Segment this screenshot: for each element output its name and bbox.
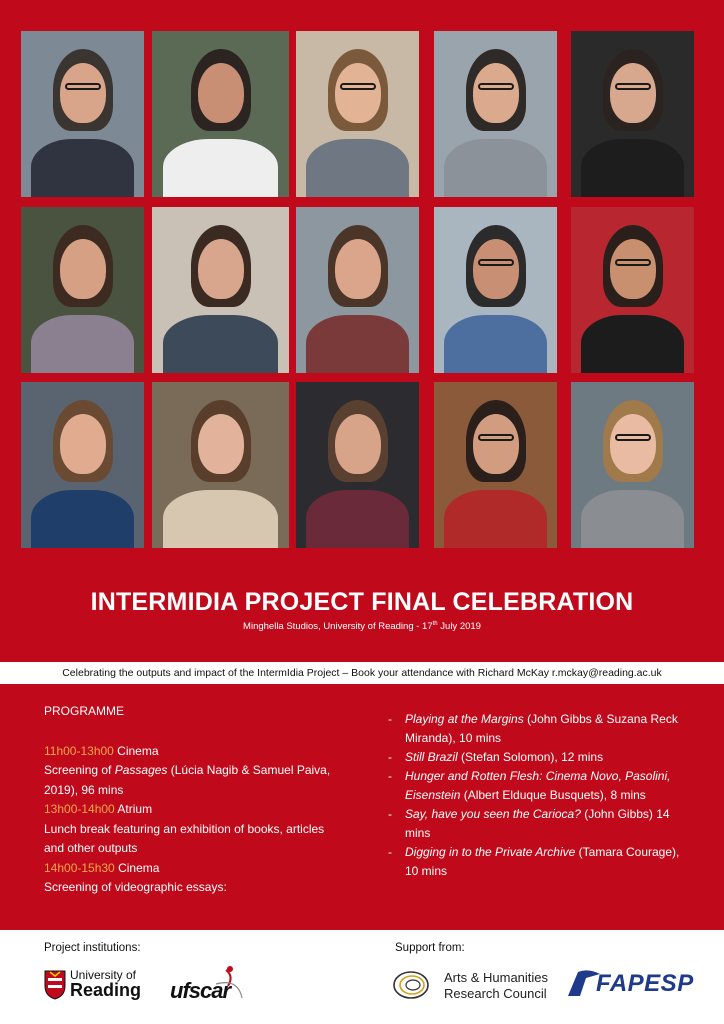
participant-photo <box>434 31 557 197</box>
essay-title: Digging in to the Private Archive <box>405 845 576 859</box>
participant-photo <box>296 31 419 197</box>
participant-photo <box>21 31 144 197</box>
slot-2-place: Atrium <box>114 802 153 816</box>
slot-3-place: Cinema <box>114 860 160 875</box>
participant-photo <box>21 207 144 373</box>
glasses-icon <box>478 434 514 441</box>
slot-3-time: 14h00-15h30 <box>44 860 115 875</box>
event-title: INTERMIDIA PROJECT FINAL CELEBRATION <box>90 588 634 616</box>
participant-photo <box>152 207 289 373</box>
videographic-essay-list <box>388 710 694 881</box>
essay-item: - Hunger and Rotten Flesh: Cinema Novo, Pasolini, Eisenstein (Albert Elduque Busquets), 8 mins <box>388 769 671 802</box>
essay-title: Playing at the Margins <box>405 712 524 726</box>
slot-2-heading <box>44 800 344 820</box>
participant-photo <box>21 382 144 548</box>
institutions-label: Project institutions: <box>44 942 141 954</box>
essay-item: - Still Brazil (Stefan Solomon), 12 mins <box>388 750 604 764</box>
participant-photo <box>152 382 289 548</box>
participant-photo <box>434 382 557 548</box>
booking-strip: Celebrating the outputs and impact of the IntermIdia Project – Book your attendance with Richard McKay r.mckay@reading.ac.uk <box>0 662 724 684</box>
essay-item: - Playing at the Margins (John Gibbs & Suzana Reck Miranda), 10 mins <box>388 712 678 745</box>
ufscar-logo: ufscar <box>168 964 248 1008</box>
essay-item: - Digging in to the Private Archive (Tamara Courage), 10 mins <box>388 845 680 878</box>
participant-photo <box>571 31 694 197</box>
slot-1-time: 11h00-13h00 <box>44 743 114 758</box>
glasses-icon <box>615 434 651 441</box>
glasses-icon <box>615 259 651 266</box>
participant-photo <box>571 207 694 373</box>
essay-credit: (John Gibbs & Suzana Reck Miranda), 10 mins <box>405 712 678 745</box>
footer <box>0 930 724 1024</box>
slot-3-description: Screening of videographic essays: <box>44 880 227 894</box>
essay-item: - Say, have you seen the Carioca? (John Gibbs) 14 mins <box>388 807 670 840</box>
slot-1-heading <box>44 742 344 762</box>
participant-photo <box>152 31 289 197</box>
ahrc-logo: Arts & Humanities Research Council <box>392 966 562 1006</box>
participant-photo <box>296 382 419 548</box>
slot-3-heading <box>44 859 344 879</box>
essay-title: Still Brazil <box>405 750 458 764</box>
glasses-icon <box>478 83 514 90</box>
participant-photo <box>571 382 694 548</box>
essay-credit: (Albert Elduque Busquets), 8 mins <box>460 788 646 802</box>
participant-photo <box>296 207 419 373</box>
glasses-icon <box>615 83 651 90</box>
support-label: Support from: <box>395 942 465 954</box>
slot-1-description: Screening of Passages (Lúcia Nagib & Samuel Paiva, 2019), 96 mins <box>44 763 331 797</box>
fapesp-logo: FAPESP <box>566 964 706 1004</box>
glasses-icon <box>65 83 101 90</box>
glasses-icon <box>340 83 376 90</box>
glasses-icon <box>478 259 514 266</box>
essay-credit: (Stefan Solomon), 12 mins <box>457 750 604 764</box>
programme-panel <box>0 684 724 930</box>
event-venue-date: Minghella Studios, University of Reading - 17th July 2019 <box>243 621 481 633</box>
slot-2-time: 13h00-14h00 <box>44 802 115 816</box>
essay-credit: (Tamara Courage), 10 mins <box>405 845 680 878</box>
programme-left-column <box>44 702 344 898</box>
ahrc-swirl-icon <box>392 968 430 1002</box>
reading-shield-icon <box>44 970 66 1000</box>
programme-heading: PROGRAMME <box>44 704 125 718</box>
essay-credit: (John Gibbs) 14 mins <box>405 807 670 840</box>
slot-1-film-title: Passages <box>114 763 168 777</box>
slot-1-place: Cinema <box>113 743 159 758</box>
slot-2-description: Lunch break featuring an exhibition of books, articles and other outputs <box>44 821 325 855</box>
university-of-reading-logo: University of Reading <box>44 968 144 1004</box>
participant-photo <box>434 207 557 373</box>
essay-title: Say, have you seen the Carioca? <box>405 807 581 821</box>
essay-title: Hunger and Rotten Flesh: Cinema Novo, Pasolini, Eisenstein <box>405 769 671 802</box>
